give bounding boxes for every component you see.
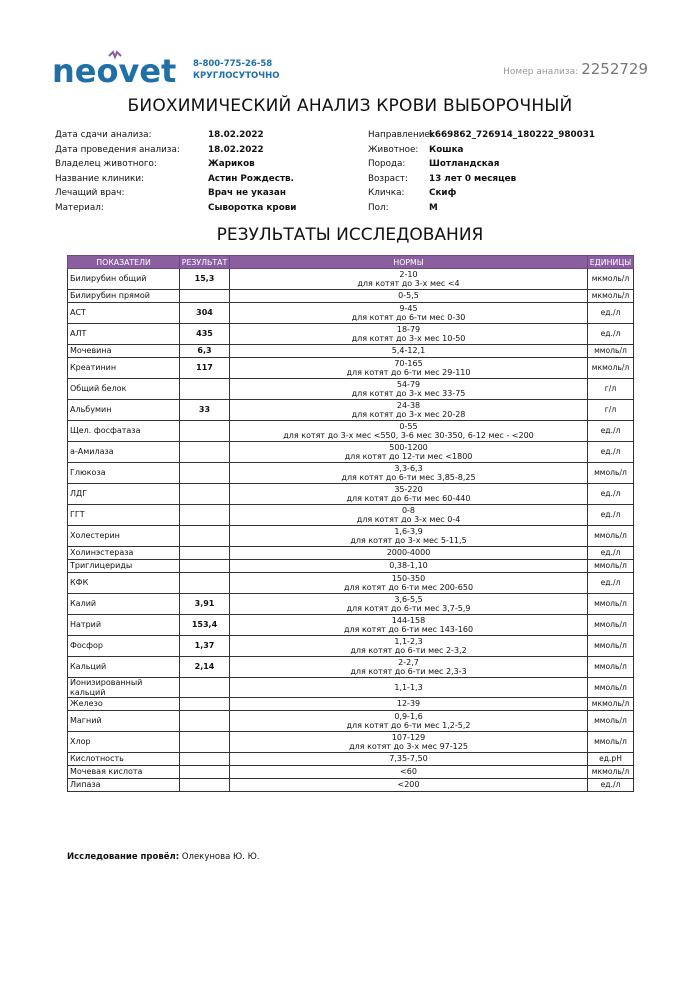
result-value [180,678,230,698]
table-row [68,615,634,636]
result-value [180,732,230,753]
norm-kitten: для котят до 3-х мес 5-11,5 [350,536,467,545]
info-value: Сыворотка крови [208,202,297,213]
unit: мкмоль/л [588,358,634,379]
norm-kitten: для котят до 6-ти мес 2-3,2 [350,646,467,655]
footer-performed-by [67,852,259,862]
results-table [67,255,634,792]
footer-label: Исследование провёл: [67,852,180,862]
result-value: 6,3 [180,345,230,358]
norm-range [230,766,588,779]
norm-range [230,698,588,711]
norm-kitten: для котят до 3-х мес 0-4 [356,515,461,524]
svg-text:neovet: neovet [52,52,177,90]
table-row [68,324,634,345]
table-row [68,303,634,324]
info-label: Дата сдачи анализа: [55,130,152,140]
unit: ед./л [588,505,634,526]
unit: ммоль/л [588,732,634,753]
indicator-name: Натрий [68,615,180,636]
norm-kitten: для котят до 6-ти мес 1,2-5,2 [346,721,471,730]
norm-range [230,657,588,678]
table-row [68,560,634,573]
table-row [68,779,634,792]
info-row [368,128,595,143]
unit: мкмоль/л [588,290,634,303]
table-row [68,421,634,442]
info-row [368,186,595,201]
table-row [68,526,634,547]
table-row [68,463,634,484]
info-row [55,128,296,143]
norm-kitten: для котят до 6-ти мес 200-650 [343,583,474,592]
phone-number[interactable]: 8-800-775-26-58 [193,59,273,69]
norm-adult: 150-350 [391,573,426,583]
norm-adult: 35-220 [394,484,423,494]
norm-adult: 1,1-2,3 [394,636,423,646]
result-value [180,484,230,505]
info-row [368,143,595,158]
norm-range [230,526,588,547]
unit: ед./л [588,324,634,345]
result-value [180,463,230,484]
info-row [55,172,296,187]
indicator-name: Глюкоза [68,463,180,484]
table-header-row [68,256,634,269]
table-row [68,269,634,290]
header-result: РЕЗУЛЬТАТ [180,256,230,269]
result-value: 3,91 [180,594,230,615]
norm-adult: <60 [400,767,417,777]
indicator-name: Фосфор [68,636,180,657]
info-value: Кошка [429,144,464,155]
info-label: Лечащий врач: [55,188,125,198]
indicator-name: Железо [68,698,180,711]
norm-adult: 24-38 [396,400,421,410]
table-row [68,379,634,400]
norm-range [230,594,588,615]
indicator-name: ГГТ [68,505,180,526]
result-value [180,547,230,560]
info-label: Животное: [368,144,419,155]
info-row [368,157,595,172]
info-row [368,201,595,216]
indicator-name: Билирубин общий [68,269,180,290]
result-value [180,698,230,711]
result-value [180,711,230,732]
info-row [55,201,296,216]
indicator-name: ЛДГ [68,484,180,505]
norm-range [230,505,588,526]
footer-technician: Олекунова Ю. Ю. [181,852,260,862]
norm-range [230,711,588,732]
norm-adult: 0,38-1,10 [389,561,428,571]
unit: ммоль/л [588,560,634,573]
result-value [180,442,230,463]
table-row [68,594,634,615]
indicator-name: Кальций [68,657,180,678]
table-row [68,547,634,560]
result-value: 2,14 [180,657,230,678]
info-value: Врач не указан [208,188,286,198]
indicator-name: Магний [68,711,180,732]
info-label: Возраст: [368,173,408,184]
info-label: Порода: [368,159,406,169]
result-value [180,379,230,400]
indicator-name: Кислотность [68,753,180,766]
unit: ед.pH [588,753,634,766]
norm-adult: 3,6-5,5 [394,594,423,604]
table-row [68,442,634,463]
norm-range [230,732,588,753]
unit: ед./л [588,303,634,324]
norm-kitten: для котят до 6-ти мес 143-160 [343,625,474,634]
norm-range [230,779,588,792]
indicator-name: Хлор [68,732,180,753]
result-value [180,573,230,594]
table-row [68,732,634,753]
info-label: Дата проведения анализа: [55,144,180,155]
indicator-name: КФК [68,573,180,594]
norm-kitten: для котят до 6-ти мес 29-110 [346,368,471,377]
info-value: Шотландская [429,159,500,169]
norm-range [230,753,588,766]
norm-adult: 70-165 [394,358,423,368]
unit: ммоль/л [588,657,634,678]
indicator-name: АСТ [68,303,180,324]
unit: г/л [588,379,634,400]
unit: ммоль/л [588,711,634,732]
table-row [68,678,634,698]
norm-kitten: для котят до 3-х мес 97-125 [349,742,468,751]
norm-kitten: для котят до 3-х мес 20-28 [351,410,466,419]
indicator-name: Холестерин [68,526,180,547]
norm-adult: <200 [397,780,420,790]
norm-adult: 5,4-12,1 [391,346,426,356]
table-row [68,657,634,678]
info-label: Направление: [368,130,433,140]
info-value: 18.02.2022 [208,144,264,155]
result-value: 15,3 [180,269,230,290]
unit: г/л [588,400,634,421]
indicator-name: Билирубин прямой [68,290,180,303]
info-label: Название клиники: [55,173,145,184]
indicator-name: Креатинин [68,358,180,379]
unit: ммоль/л [588,678,634,698]
norm-range [230,379,588,400]
results-title: РЕЗУЛЬТАТЫ ИССЛЕДОВАНИЯ [216,225,484,245]
norm-range [230,358,588,379]
result-value [180,290,230,303]
result-value [180,421,230,442]
table-row [68,573,634,594]
info-label: Кличка: [368,188,405,198]
norm-adult: 12-39 [396,699,421,709]
unit: ммоль/л [588,345,634,358]
result-value [180,560,230,573]
norm-kitten: для котят до 3-х мес <550, 3-6 мес 30-350, 6-12 мес - <200 [283,431,534,440]
indicator-name: Мочевая кислота [68,766,180,779]
results-table-body [68,269,634,792]
norm-adult: 54-79 [396,379,421,389]
norm-kitten: для котят до 3-х мес 33-75 [351,389,466,398]
header-norms: НОРМЫ [230,256,588,269]
table-row [68,290,634,303]
norm-adult: 3,3-6,3 [394,463,423,473]
analysis-number-label: Номер анализа: [503,67,579,77]
norm-kitten: для котят до 6-ти мес 3,7-5,9 [346,604,471,613]
indicator-name: Альбумин [68,400,180,421]
norm-range [230,324,588,345]
norm-adult: 18-79 [396,324,421,334]
indicator-name: АЛТ [68,324,180,345]
result-value [180,779,230,792]
info-value: k669862_726914_180222_980031 [429,130,595,140]
norm-adult: 0-55 [399,421,418,431]
unit: мкмоль/л [588,698,634,711]
norm-range [230,547,588,560]
norm-range [230,678,588,698]
table-row [68,358,634,379]
unit: ммоль/л [588,463,634,484]
unit: ед./л [588,484,634,505]
result-value [180,753,230,766]
norm-range [230,290,588,303]
norm-range [230,484,588,505]
contact-block [193,58,279,82]
table-row [68,711,634,732]
result-value [180,526,230,547]
result-value: 304 [180,303,230,324]
result-value: 435 [180,324,230,345]
norm-adult: 9-45 [399,303,418,313]
norm-range [230,573,588,594]
norm-adult: 0-8 [401,505,416,515]
info-value: Жариков [208,159,255,169]
indicator-name: Общий белок [68,379,180,400]
unit: ммоль/л [588,594,634,615]
result-value: 1,37 [180,636,230,657]
info-row [55,157,296,172]
norm-adult: 107-129 [391,732,426,742]
norm-kitten: для котят до 6-ти мес 60-440 [346,494,471,503]
document-title: БИОХИМИЧЕСКИЙ АНАЛИЗ КРОВИ ВЫБОРОЧНЫЙ [127,96,573,116]
table-row [68,484,634,505]
header-units: ЕДИНИЦЫ [588,256,634,269]
analysis-number-block [503,60,648,78]
norm-kitten: для котят до 12-ти мес <1800 [344,452,473,461]
norm-range [230,615,588,636]
unit: мкмоль/л [588,269,634,290]
norm-adult: 2-10 [399,269,418,279]
indicator-name: Калий [68,594,180,615]
info-value: Астин Рождеств. [208,173,294,184]
norm-adult: 0,9-1,6 [394,711,423,721]
info-value: М [429,202,438,213]
norm-range [230,442,588,463]
info-label: Пол: [368,202,389,213]
norm-kitten: для котят до 3-х мес <4 [357,279,460,288]
norm-adult: 1,1-1,3 [394,682,423,692]
norm-range [230,269,588,290]
info-label: Владелец животного: [55,159,157,169]
norm-kitten: для котят до 6-ти мес 3,85-8,25 [341,473,476,482]
indicator-name: Мочевина [68,345,180,358]
indicator-name: Щел. фосфатаза [68,421,180,442]
table-row [68,345,634,358]
neovet-logo [52,50,187,90]
norm-range [230,303,588,324]
norm-adult: 1,6-3,9 [394,526,423,536]
working-hours: КРУГЛОСУТОЧНО [193,71,280,81]
norm-kitten: для котят до 3-х мес 10-50 [351,334,466,343]
info-row [55,143,296,158]
unit: ед./л [588,547,634,560]
norm-kitten: для котят до 6-ти мес 0-30 [351,313,466,322]
indicator-name: Триглицериды [68,560,180,573]
info-value: 18.02.2022 [208,130,264,140]
result-value: 117 [180,358,230,379]
analysis-number: 2252729 [581,60,648,78]
result-value: 153,4 [180,615,230,636]
unit: ммоль/л [588,636,634,657]
norm-range [230,345,588,358]
table-row [68,505,634,526]
table-row [68,753,634,766]
result-value [180,766,230,779]
info-row [55,186,296,201]
norm-range [230,463,588,484]
patient-info-left [55,128,296,215]
info-label: Материал: [55,202,104,213]
norm-adult: 2000-4000 [386,548,431,558]
norm-kitten: для котят до 6-ти мес 2,3-3 [350,667,467,676]
norm-range [230,560,588,573]
result-value: 33 [180,400,230,421]
unit: ед./л [588,779,634,792]
result-value [180,505,230,526]
info-value: Скиф [429,188,457,198]
norm-range [230,421,588,442]
unit: ед./л [588,421,634,442]
unit: ед./л [588,573,634,594]
indicator-name: Ионизированный кальций [68,678,180,698]
norm-range [230,636,588,657]
table-row [68,400,634,421]
table-row [68,766,634,779]
norm-range [230,400,588,421]
indicator-name: Липаза [68,779,180,792]
norm-adult: 144-158 [391,615,426,625]
norm-adult: 7,35-7,50 [389,754,428,764]
header-indicator: ПОКАЗАТЕЛИ [68,256,180,269]
norm-adult: 2-2,7 [398,657,419,667]
unit: ммоль/л [588,526,634,547]
info-row [368,172,595,187]
unit: ед./л [588,442,634,463]
info-value: 13 лет 0 месяцев [429,173,517,184]
norm-adult: 500-1200 [389,442,428,452]
indicator-name: a-Амилаза [68,442,180,463]
norm-adult: 0-5,5 [398,291,419,301]
unit: ммоль/л [588,615,634,636]
unit: мкмоль/л [588,766,634,779]
table-row [68,698,634,711]
patient-info-right [368,128,595,215]
indicator-name: Холинэстераза [68,547,180,560]
table-row [68,636,634,657]
